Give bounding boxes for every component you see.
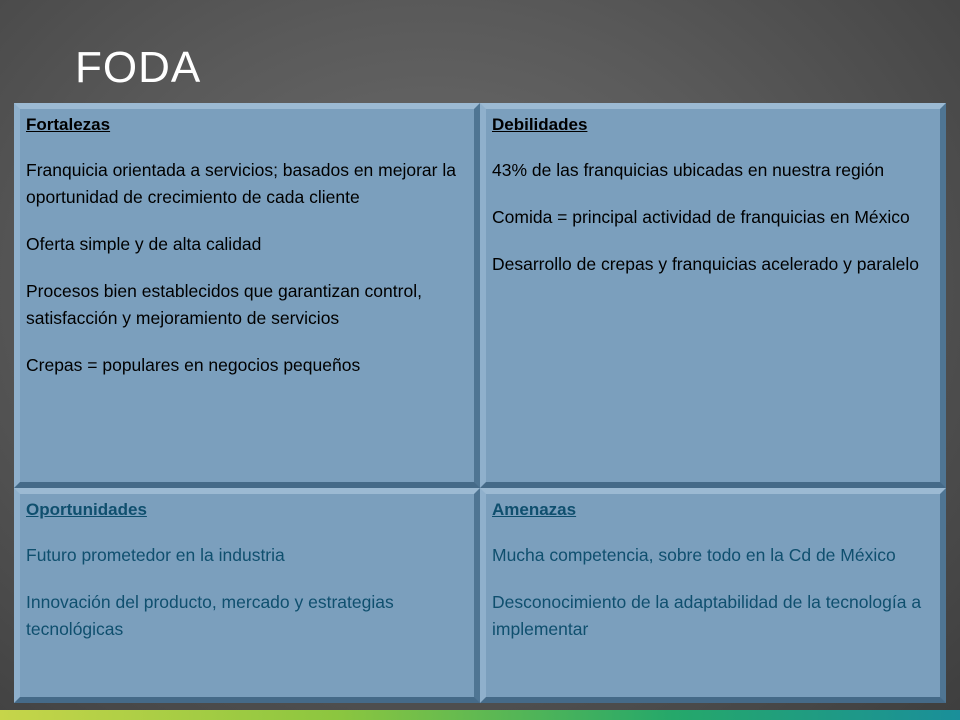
fortalezas-cell bbox=[14, 103, 480, 488]
fortalezas-heading: Fortalezas bbox=[26, 115, 111, 134]
oportunidades-cell bbox=[14, 488, 480, 703]
debilidades-item: Comida = principal actividad de franquicias en México bbox=[492, 207, 910, 227]
debilidades-heading: Debilidades bbox=[492, 115, 588, 134]
oportunidades-item: Futuro prometedor en la industria bbox=[26, 545, 285, 565]
slide-title: FODA bbox=[75, 43, 202, 92]
fortalezas-item: Franquicia orientada a servicios; basados en mejorar la oportunidad de crecimiento de cada cliente bbox=[26, 160, 456, 207]
debilidades-item: Desarrollo de crepas y franquicias acelerado y paralelo bbox=[492, 254, 920, 274]
debilidades-item: 43% de las franquicias ubicadas en nuestra región bbox=[492, 160, 885, 180]
foda-table bbox=[14, 103, 946, 703]
fortalezas-item: Procesos bien establecidos que garantizan control, satisfacción y mejoramiento de servicios bbox=[26, 281, 422, 328]
oportunidades-item: Innovación del producto, mercado y estrategias tecnológicas bbox=[26, 592, 394, 639]
fortalezas-item: Crepas = populares en negocios pequeños bbox=[26, 355, 361, 375]
amenazas-cell bbox=[480, 488, 946, 703]
amenazas-item: Desconocimiento de la adaptabilidad de la tecnología a implementar bbox=[492, 592, 922, 639]
amenazas-item: Mucha competencia, sobre todo en la Cd de México bbox=[492, 545, 896, 565]
oportunidades-heading: Oportunidades bbox=[26, 500, 147, 519]
decorative-bottom-band bbox=[0, 710, 960, 720]
amenazas-heading: Amenazas bbox=[492, 500, 577, 519]
fortalezas-item: Oferta simple y de alta calidad bbox=[26, 234, 262, 254]
debilidades-cell bbox=[480, 103, 946, 488]
